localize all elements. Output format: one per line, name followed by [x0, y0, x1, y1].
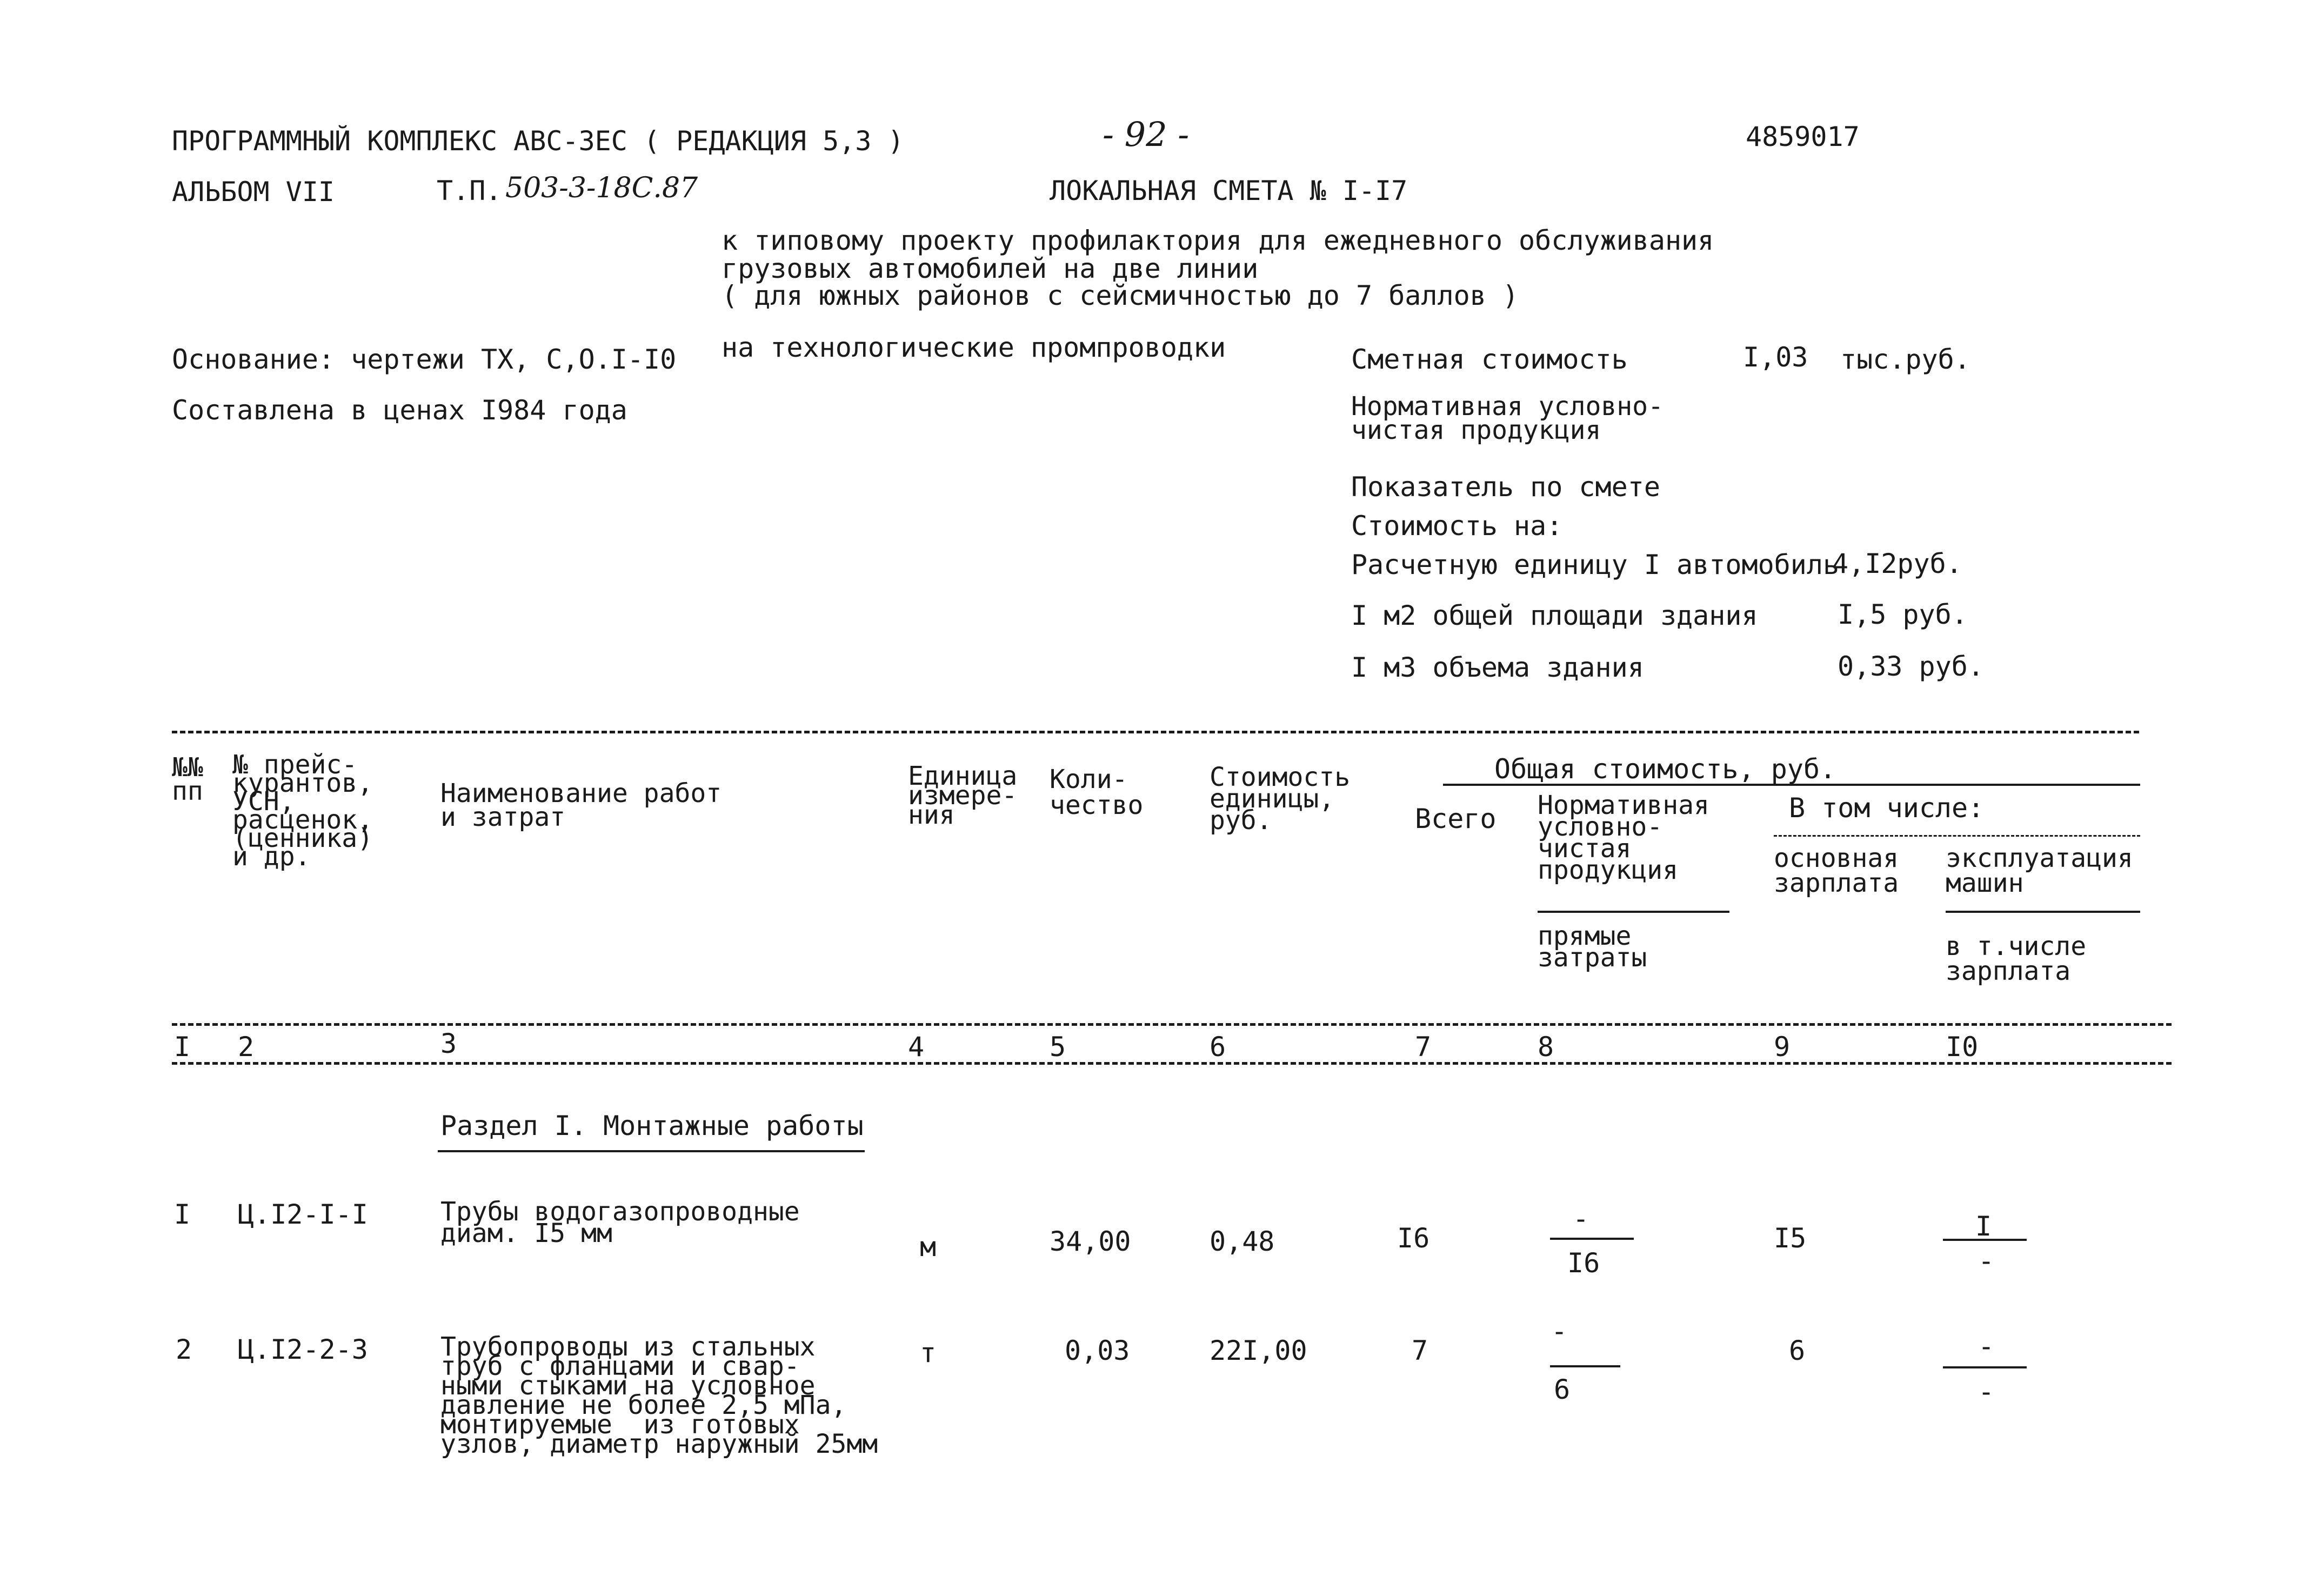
header-col-qty: Коли- чество [1050, 764, 1144, 820]
row-qty: 34,00 [1050, 1226, 1131, 1257]
basis-foundation: Основание: чертежи ТХ, С,О.I-I0 [172, 344, 677, 375]
tp-prefix: Т.П. [437, 175, 502, 206]
row-price: 0,48 [1210, 1226, 1275, 1257]
header-incl-group: В том числе: [1789, 792, 1985, 824]
tp-number: 503-3-18С.87 [505, 172, 698, 204]
row-qty: 0,03 [1065, 1335, 1130, 1366]
program-title: ПРОГРАММНЫЙ КОМПЛЕКС АВС-ЗЕС ( РЕДАКЦИЯ 5,3 ) [172, 125, 904, 157]
subject-line-2: грузовых автомобилей на две линии [722, 253, 1259, 284]
colnum-4: 4 [908, 1031, 925, 1063]
colnum-9: 9 [1774, 1031, 1791, 1063]
per-car-label: Расчетную единицу I автомобиль [1351, 549, 1840, 580]
header-col-total: Всего [1415, 803, 1497, 834]
row-machines-fraction-line [1943, 1239, 2027, 1241]
row-normative-bottom: I6 [1567, 1247, 1600, 1279]
basis-prices: Составлена в ценах I984 года [172, 395, 627, 426]
row-total: 7 [1412, 1335, 1428, 1366]
colnum-7: 7 [1415, 1031, 1432, 1063]
section-title-underline [438, 1150, 865, 1152]
section-title: Раздел I. Монтажные работы [440, 1110, 864, 1141]
row-code: Ц.I2-2-3 [238, 1334, 368, 1365]
colnum-2: 2 [238, 1031, 255, 1063]
header-col-name: Наименование работ и затрат [440, 778, 722, 832]
header-col-price: Стоимость единицы, руб. [1210, 762, 1351, 836]
normative-label: Нормативная условно- чистая продукция [1351, 391, 1664, 445]
row-salary: 6 [1789, 1335, 1806, 1366]
header-col-number: №№ пп [172, 752, 203, 806]
table-top-rule [172, 731, 2139, 733]
colnum-10: I0 [1946, 1031, 1979, 1063]
per-m3-value: 0,33 руб. [1838, 651, 1984, 682]
row-name: Трубы водогазопроводные диам. I5 мм [440, 1197, 800, 1248]
column-numbers-bottom-rule [172, 1062, 2172, 1065]
header-col-unit: Единица измере- ния [908, 761, 1018, 830]
header-col-salary: основная зарплата [1774, 843, 1899, 898]
row-number: I [174, 1199, 191, 1230]
estimated-cost-label: Сметная стоимость [1351, 344, 1628, 375]
per-car-value: 4,I2руб. [1832, 548, 1962, 579]
row-machines-fraction-line [1943, 1366, 2027, 1368]
colnum-1: I [174, 1031, 191, 1063]
album-label: АЛЬБОМ VII [172, 176, 335, 208]
row-name: Трубопроводы из стальных труб с фланцами и свар- ными стыками на условное давление не более 2,5 мПа, монтируемые из готовых узлов, диаметр наружный 25мм [440, 1332, 878, 1459]
header-col-code: № прейс- курантов, УСН, расценок, (ценника) и др. [232, 750, 373, 872]
row-normative-bottom: 6 [1554, 1374, 1571, 1405]
document-number: 4859017 [1746, 121, 1860, 152]
colnum-8: 8 [1538, 1031, 1554, 1063]
estimate-title: ЛОКАЛЬНАЯ СМЕТА № I-I7 [1050, 175, 1408, 206]
colnum-6: 6 [1210, 1031, 1226, 1063]
header-col-machines-salary: в т.числе зарплата [1946, 931, 2087, 986]
subject-line-1: к типовому проекту профилактория для ежедневного обслуживания [722, 225, 1714, 256]
row-price: 22I,00 [1210, 1335, 1307, 1366]
header-col-machines: эксплуатация машин [1946, 843, 2133, 898]
subject-line-4: на технологические промпроводки [722, 332, 1226, 363]
row-unit: м [920, 1231, 937, 1263]
per-m2-value: I,5 руб. [1838, 599, 1968, 630]
header-col-normative: Нормативная условно- чистая продукция [1538, 790, 1709, 885]
subject-line-3: ( для южных районов с сейсмичностью до 7 баллов ) [722, 280, 1519, 311]
row-machines-bottom: - [1978, 1245, 1995, 1277]
per-m2-label: I м2 общей площади здания [1351, 600, 1758, 631]
incl-group-underline [1774, 835, 2140, 837]
header-col-direct: прямые затраты [1538, 921, 1647, 973]
row-normative-fraction-line [1550, 1365, 1620, 1367]
per-m3-label: I м3 объема здания [1351, 652, 1644, 683]
header-total-group: Общая стоимость, руб. [1494, 753, 1836, 785]
colnum-5: 5 [1050, 1031, 1066, 1063]
estimated-cost-unit: тыс.руб. [1840, 344, 1970, 375]
total-group-underline [1443, 784, 2140, 786]
indicator-label: Показатель по смете [1351, 471, 1660, 503]
row-normative-fraction-line [1550, 1238, 1634, 1240]
row-unit: т [920, 1337, 937, 1368]
machines-divider [1946, 911, 2140, 913]
estimated-cost-value: I,03 [1743, 342, 1808, 373]
row-machines-top: - [1978, 1331, 1995, 1362]
column-numbers-top-rule [172, 1023, 2172, 1026]
row-normative-top: - [1573, 1203, 1589, 1234]
row-number: 2 [176, 1334, 192, 1365]
cost-on-label: Стоимость на: [1351, 510, 1563, 542]
row-salary: I5 [1774, 1223, 1807, 1254]
page-number: - 92 - [1103, 115, 1190, 154]
row-machines-top: I [1975, 1211, 1992, 1242]
row-machines-bottom: - [1978, 1376, 1995, 1407]
colnum-3: 3 [440, 1028, 457, 1059]
row-normative-top: - [1551, 1315, 1568, 1347]
normative-divider [1538, 911, 1729, 913]
row-code: Ц.I2-I-I [238, 1199, 368, 1230]
row-total: I6 [1397, 1223, 1430, 1254]
